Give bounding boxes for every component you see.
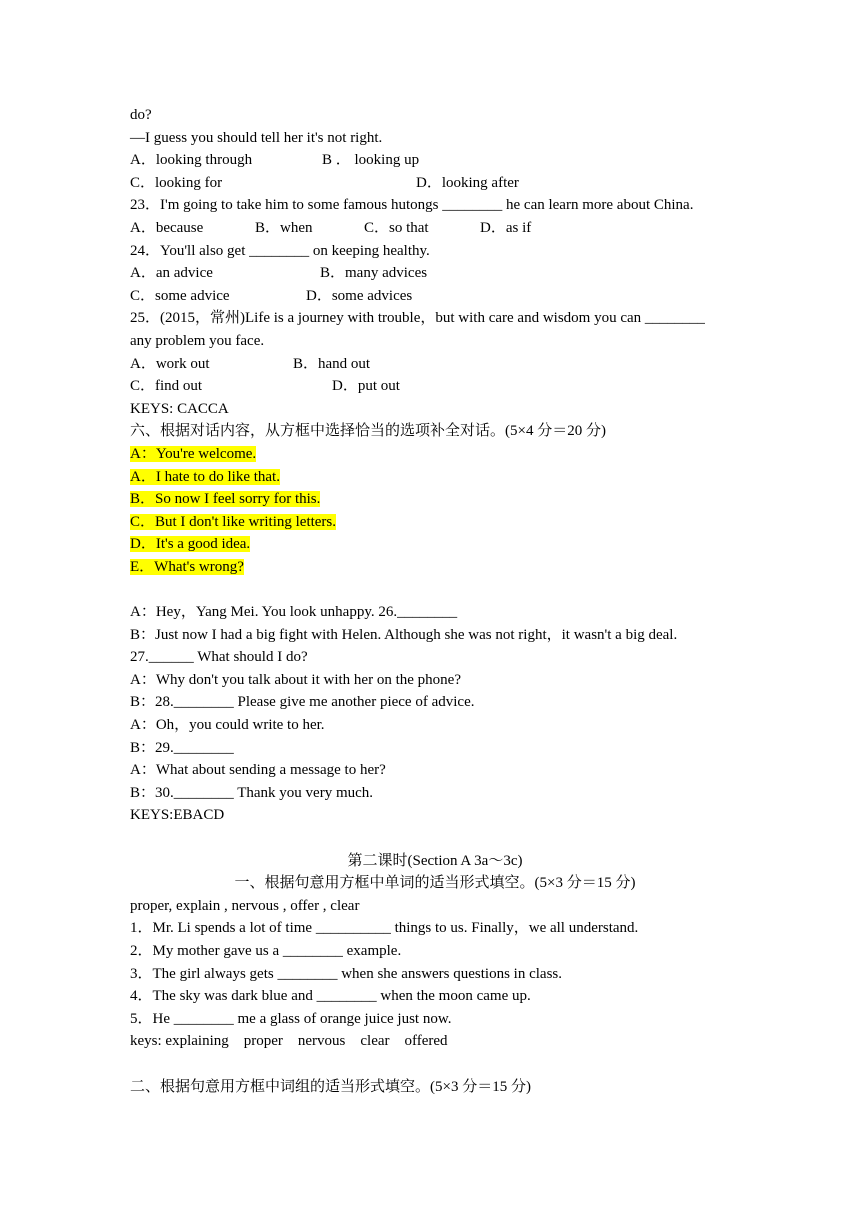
q23-stem: 23．I'm going to take him to some famous hutongs ________ he can learn more about China. [130,197,694,214]
q23-option-b: B．when [255,219,313,236]
dialogue-line: A：Hey，Yang Mei. You look unhappy. 26.________ [130,604,458,621]
highlighted-option: E．What's wrong? [130,558,244,575]
q25-stem-line1: 25．(2015，常州)Life is a journey with trouble，but with care and wisdom you can ________ [130,310,705,327]
q25-option-d: D．put out [332,378,400,395]
dialogue-line: A：What about sending a message to her? [130,762,386,779]
answer-keys-3: keys: explaining proper nervous clear offered [130,1033,448,1050]
q22-options-ab [130,149,740,172]
highlighted-option: B．So now I feel sorry for this. [130,491,321,508]
highlighted-option: C．But I don't like writing letters. [130,513,337,530]
dialogue-line: B：29.________ [130,739,234,756]
option-box-line [130,466,740,489]
dialogue-line: B：Just now I had a big fight with Helen. Although she was not right，it wasn't a big deal. [130,626,678,643]
q22-option-d: D．looking after [416,174,519,191]
q24-options-ab [130,262,740,285]
fill-item: 3．The girl always gets ________ when she answers questions in class. [130,965,563,982]
option-box-line [130,443,740,466]
q24-option-c: C．some advice [130,287,230,304]
q24-options-cd [130,285,740,308]
q22-option-c: C．looking for [130,174,223,191]
dialogue-line: B：28.________ Please give me another piece of advice. [130,694,475,711]
dialogue-line: B：30.________ Thank you very much. [130,784,374,801]
option-box-line [130,488,740,511]
fill-item: 2．My mother gave us a ________ example. [130,942,402,959]
highlighted-option: D．It's a good idea. [130,536,251,553]
q22-option-b: B ． looking up [322,152,420,169]
dialogue-line: A：Oh，you could write to her. [130,717,325,734]
document-page [130,104,740,1098]
q25-stem-line2: any problem you face. [130,332,265,349]
q24-option-d: D．some advices [306,287,413,304]
dialogue-line: A：Why don't you talk about it with her on the phone? [130,671,461,688]
option-box-line [130,533,740,556]
spacer [130,1053,740,1076]
word-box: proper, explain , nervous , offer , clear [130,897,360,914]
option-box-line [130,556,740,579]
q23-option-d: D．as if [480,219,532,236]
lesson-2-part2-heading: 二、根据句意用方框中词组的适当形式填空。(5×3 分＝15 分) [130,1078,531,1095]
spacer [130,827,740,850]
q25-option-c: C．find out [130,378,203,395]
q24-stem: 24．You'll also get ________ on keeping healthy. [130,242,430,259]
option-box-line [130,511,740,534]
highlighted-option: A．I hate to do like that. [130,468,280,485]
answer-keys-1: KEYS: CACCA [130,400,229,417]
q25-option-b: B．hand out [293,355,371,372]
q22-option-a: A．looking through [130,152,253,169]
q25-options-ab [130,353,740,376]
fill-item: 1．Mr. Li spends a lot of time __________ things to us. Finally，we all understand. [130,920,639,937]
lesson-2-part1-heading: 一、根据句意用方框中单词的适当形式填空。(5×3 分＝15 分) [234,875,636,892]
dialogue-line: 27.______ What should I do? [130,649,308,666]
fill-item: 4．The sky was dark blue and ________ when the moon came up. [130,988,531,1005]
lesson-2-title: 第二课时(Section A 3a～3c) [347,852,523,869]
fill-item: 5．He ________ me a glass of orange juice just now. [130,1010,452,1027]
q22-answer-line: —I guess you should tell her it's not right. [130,129,383,146]
q25-options-cd [130,375,740,398]
answer-keys-2: KEYS:EBACD [130,807,225,824]
q25-option-a: A．work out [130,355,210,372]
spacer [130,578,740,601]
q23-option-a: A．because [130,219,204,236]
q23-option-c: C．so that [364,219,429,236]
q24-option-b: B．many advices [320,265,428,282]
q23-options [130,217,740,240]
section-6-heading: 六、根据对话内容，从方框中选择恰当的选项补全对话。(5×4 分＝20 分) [130,423,606,440]
q22-options-cd [130,172,740,195]
highlighted-option: A：You're welcome. [130,445,257,462]
q24-option-a: A．an advice [130,265,213,282]
q22-tail: do? [130,107,152,123]
